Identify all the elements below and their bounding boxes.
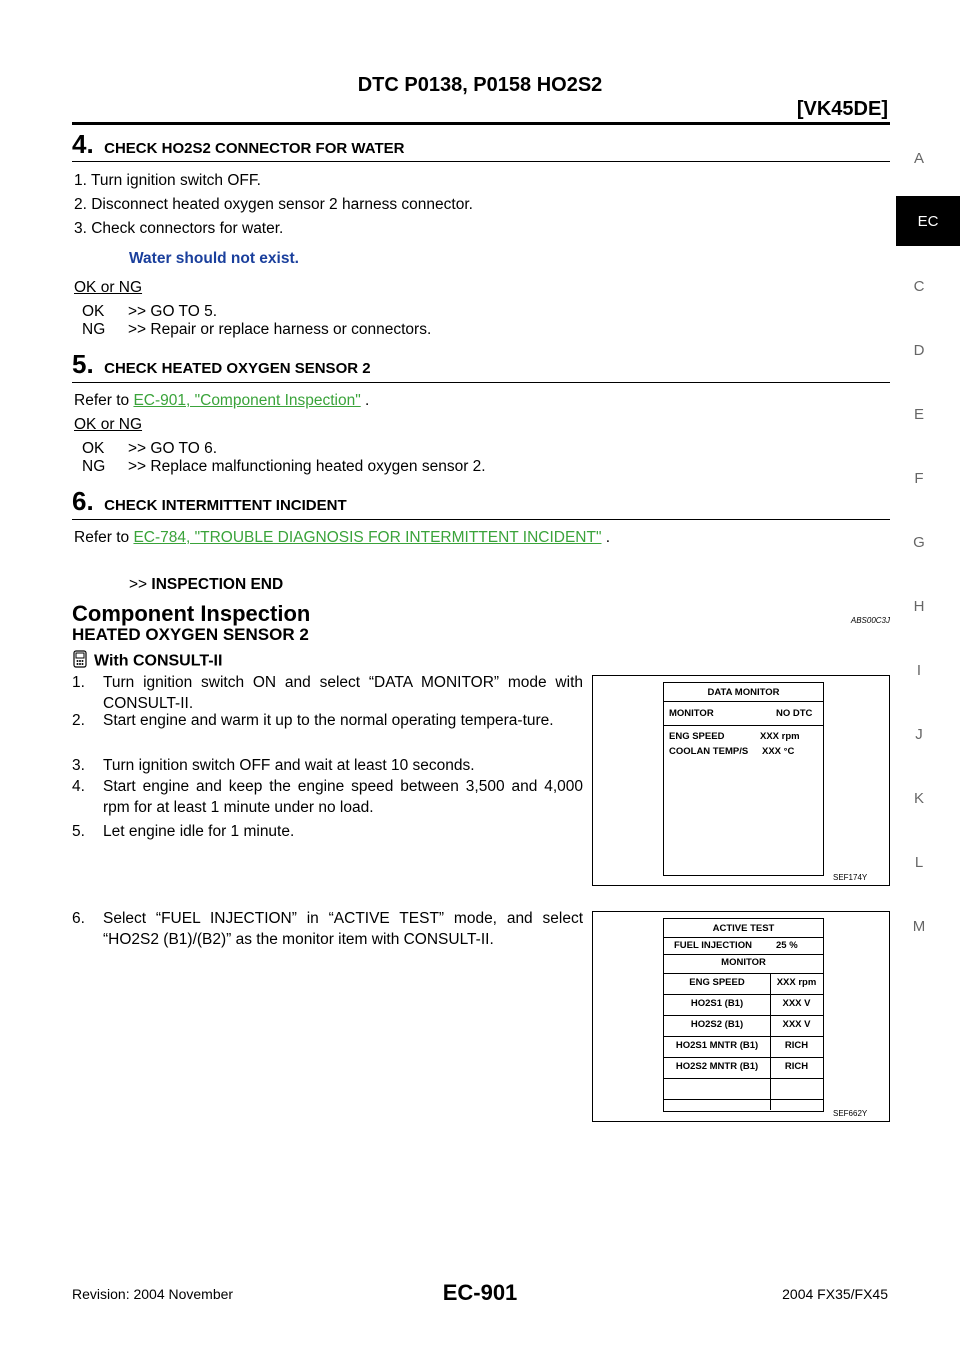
step-rule — [72, 161, 890, 162]
screen-row-label: ENG SPEED — [669, 731, 725, 742]
screen-row-label: ENG SPEED — [689, 977, 745, 988]
screen-row-label: COOLAN TEMP/S — [669, 746, 749, 757]
screen-row-label: HO2S2 MNTR (B1) — [675, 1061, 759, 1072]
consult-screen — [663, 682, 824, 876]
figure-data-monitor — [592, 675, 890, 886]
list-item: 6. Select “FUEL INJECTION” in “ACTIVE TEST” mode, and select “HO2S2 (B1)/(B2)” as the monitor item with CONSULT-II. — [72, 910, 583, 948]
step-5-heading — [72, 349, 371, 380]
step-4-line-1: 1. Turn ignition switch OFF. — [74, 172, 261, 189]
screen-row-value: XXX rpm — [776, 977, 817, 988]
list-item: 1. Turn ignition switch ON and select “DATA MONITOR” mode with CONSULT-II. — [72, 674, 583, 712]
screen-title: ACTIVE TEST — [712, 923, 775, 934]
step-6-heading — [72, 486, 347, 517]
side-index-k[interactable]: K — [913, 790, 924, 807]
link-component-inspection[interactable]: EC-901, "Component Inspection" — [133, 392, 361, 409]
result-ok: OK >> GO TO 6. — [82, 440, 218, 457]
section-subtitle: HEATED OXYGEN SENSOR 2 — [72, 625, 309, 644]
result-ng: NG >> Repair or replace harness or connectors. — [82, 321, 432, 338]
side-index-j[interactable]: J — [915, 726, 923, 743]
step-number: 6. — [72, 486, 94, 516]
list-item: 5. Let engine idle for 1 minute. — [72, 823, 295, 840]
step-number: 5. — [72, 349, 94, 379]
step-rule — [72, 382, 890, 383]
screen-row-label: HO2S2 (B1) — [690, 1019, 744, 1030]
step-title: CHECK INTERMITTENT INCIDENT — [104, 497, 347, 514]
screen-col-nodtc: NO DTC — [776, 708, 813, 719]
side-index-ec-active[interactable]: EC — [896, 196, 960, 246]
step-4-heading — [72, 129, 404, 160]
footer-page-number: EC-901 — [442, 1280, 518, 1305]
screen-row-value: XXX rpm — [760, 731, 800, 742]
step-title: CHECK HEATED OXYGEN SENSOR 2 — [104, 360, 371, 377]
consult-icon — [72, 650, 88, 673]
result-ok: OK >> GO TO 5. — [82, 303, 218, 320]
side-index-f[interactable]: F — [914, 470, 924, 487]
screen-title: DATA MONITOR — [707, 687, 780, 698]
list-item: 2. Start engine and warm it up to the normal operating tempera-ture. — [72, 712, 554, 729]
screen-fi-label: FUEL INJECTION — [674, 940, 752, 951]
header-rule — [72, 122, 890, 125]
screen-row-value: XXX °C — [762, 746, 795, 757]
screen-col-monitor: MONITOR — [669, 708, 714, 719]
side-index-d[interactable]: D — [913, 342, 925, 359]
figure-active-test — [592, 911, 890, 1122]
side-index-e[interactable]: E — [913, 406, 924, 423]
consult-heading: With CONSULT-II — [72, 650, 222, 673]
figure-code: SEF174Y — [833, 873, 868, 882]
side-index-i[interactable]: I — [916, 662, 922, 679]
inspection-end: >> INSPECTION END — [129, 576, 284, 593]
footer-revision: Revision: 2004 November — [72, 1286, 234, 1302]
list-item: 4. Start engine and keep the engine speed between 3,500 and 4,000 rpm for at least 1 minute under no load. — [72, 778, 583, 816]
screen-row-label: HO2S1 (B1) — [690, 998, 744, 1009]
ok-ng-label: OK or NG — [74, 416, 143, 433]
screen-row-label: HO2S1 MNTR (B1) — [675, 1040, 759, 1051]
page-subtitle: [VK45DE] — [796, 98, 888, 120]
step-4-line-3: 3. Check connectors for water. — [74, 220, 284, 237]
step-rule — [72, 519, 890, 520]
screen-row-value: RICH — [784, 1040, 809, 1051]
step-title: CHECK HO2S2 CONNECTOR FOR WATER — [104, 140, 405, 157]
figure-code: SEF662Y — [833, 1109, 868, 1118]
step-5-refer: Refer to EC-901, "Component Inspection" . — [74, 392, 370, 409]
step-6-refer: Refer to EC-784, "TROUBLE DIAGNOSIS FOR INTERMITTENT INCIDENT" . — [74, 529, 611, 546]
footer-model: 2004 FX35/FX45 — [782, 1286, 888, 1302]
screen-row-value: XXX V — [782, 998, 811, 1009]
consult-screen — [663, 918, 824, 1112]
section-code: ABS00C3J — [850, 616, 890, 625]
screen-monitor: MONITOR — [721, 957, 766, 968]
step-4-note: Water should not exist. — [129, 250, 299, 267]
screen-fi-value: 25 % — [776, 940, 798, 951]
link-intermittent-incident[interactable]: EC-784, "TROUBLE DIAGNOSIS FOR INTERMITTENT INCIDENT" — [133, 529, 602, 546]
side-index-l[interactable]: L — [914, 854, 924, 871]
result-ng: NG >> Replace malfunctioning heated oxygen sensor 2. — [82, 458, 486, 475]
side-index-m[interactable]: M — [912, 918, 926, 935]
screen-row-value: RICH — [784, 1061, 809, 1072]
side-index-h[interactable]: H — [913, 598, 925, 615]
screen-row-value: XXX V — [782, 1019, 811, 1030]
list-item: 3. Turn ignition switch OFF and wait at least 10 seconds. — [72, 757, 475, 774]
page-title: DTC P0138, P0158 HO2S2 — [357, 74, 603, 96]
ok-ng-label: OK or NG — [74, 279, 143, 296]
side-index-a[interactable]: A — [913, 150, 924, 167]
step-number: 4. — [72, 129, 94, 159]
section-title: Component Inspection — [72, 601, 311, 626]
side-index-c[interactable]: C — [913, 278, 925, 295]
side-index-g[interactable]: G — [913, 534, 925, 551]
step-4-line-2: 2. Disconnect heated oxygen sensor 2 harness connector. — [74, 196, 473, 213]
